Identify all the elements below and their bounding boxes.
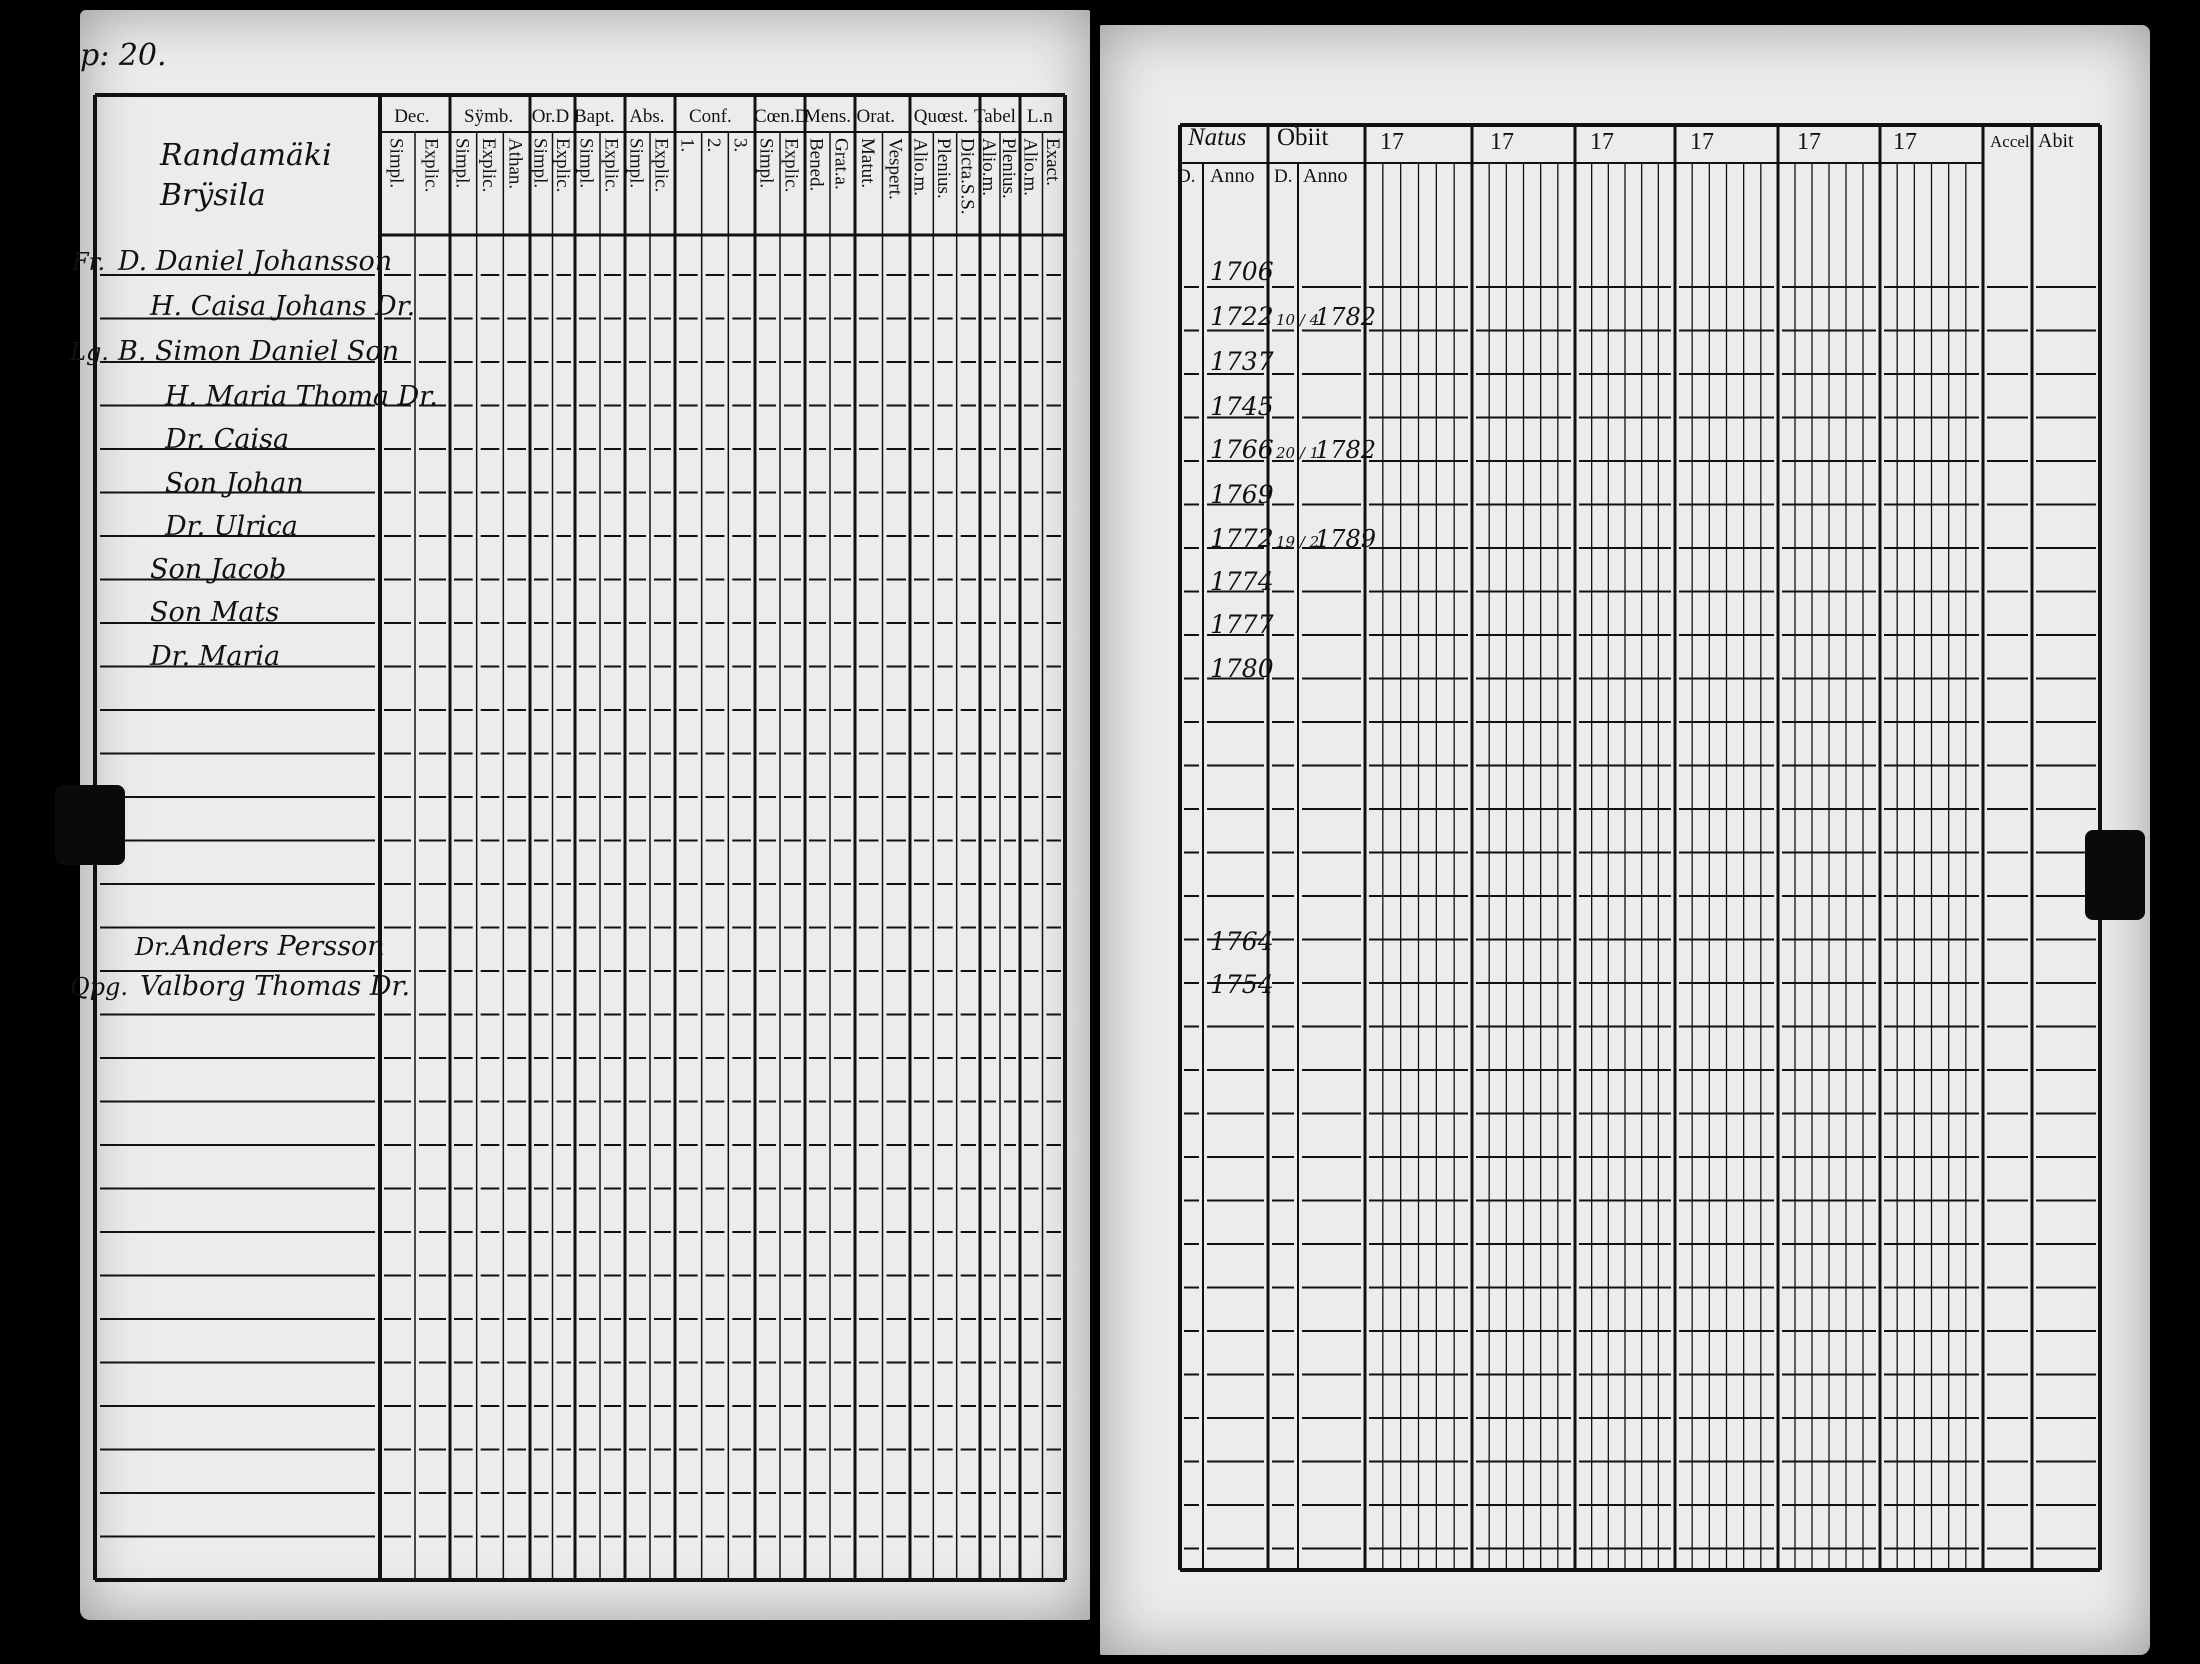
servant-prefix: Qpg. (70, 973, 129, 1001)
obiit-day-header: D. (1274, 166, 1293, 187)
natus-year-header: Anno (1210, 165, 1255, 187)
year-header-6: 17 (1893, 129, 1917, 155)
member-name: B. Simon Daniel Son (118, 336, 400, 367)
year-header-4: 17 (1690, 129, 1714, 155)
abit-header: Abit (2038, 130, 2074, 152)
sub-column-header: Alio.m. (909, 138, 931, 197)
died-day: 20 / 1 (1276, 444, 1320, 462)
group-header: Cœn.D (754, 106, 809, 127)
member-name: Son Johan (165, 468, 304, 499)
sub-column-header: Matut. (856, 138, 878, 189)
group-header: Or.D (531, 106, 570, 127)
group-header: Tabel (974, 106, 1016, 127)
servants (70, 931, 410, 1002)
sub-column-header: Vespert. (884, 138, 906, 200)
died-year: 1789 (1315, 525, 1377, 553)
member-name: Dr. Caisa (165, 424, 290, 455)
born-year: 1777 (1210, 610, 1274, 639)
sub-column-header: Plenius. (998, 138, 1019, 199)
born-year: 1764 (1210, 927, 1274, 956)
farm-name-2: Brÿsila (160, 178, 266, 213)
sub-column-header: Plenius. (933, 138, 954, 199)
binding-tab-left (55, 785, 125, 865)
natus-day-header: D. (1177, 166, 1196, 187)
born-year: 1766 (1210, 435, 1274, 464)
member-name: Dr. Maria (150, 641, 281, 672)
year-header-2: 17 (1490, 129, 1514, 155)
sub-column-header: Simpl. (385, 138, 407, 189)
born-year: 1769 (1210, 480, 1274, 509)
sub-column-header: Athan. (504, 138, 526, 190)
died-day: 10 / 4 (1276, 311, 1320, 329)
natus-header: Natus (1188, 124, 1247, 151)
sub-column-header: Simpl. (625, 138, 647, 189)
group-header: Quœst. (913, 106, 969, 127)
group-header: Sÿmb. (464, 106, 514, 127)
servant-prefix: Dr. (135, 933, 171, 961)
binding-tab-right (2085, 830, 2145, 920)
sub-column-header: Simpl. (451, 138, 473, 189)
group-header: Mens. (804, 106, 851, 127)
group-header: Orat. (856, 106, 896, 127)
right-register-grid (1100, 25, 2150, 1655)
born-year: 1737 (1210, 347, 1274, 376)
sub-column-header: Explic. (551, 138, 573, 193)
obiit-header: Obiit (1277, 124, 1329, 151)
sub-column-header: 1. (676, 138, 698, 153)
sub-column-header: Simpl. (755, 138, 777, 189)
sub-column-header: Alio.m. (978, 138, 999, 197)
servant-name: Valborg Thomas Dr. (140, 971, 411, 1002)
group-header: Bapt. (574, 106, 615, 127)
died-year: 1782 (1315, 303, 1377, 331)
member-name: H. Caisa Johans Dr. (150, 291, 416, 322)
sub-column-header: Simpl. (575, 138, 597, 189)
sub-column-header: Explic. (650, 138, 672, 193)
year-header-5: 17 (1797, 129, 1821, 155)
sub-column-header: Explic. (600, 138, 622, 193)
birth-death-dates (1210, 257, 1376, 999)
member-name: Dr. Ulrica (165, 511, 298, 542)
group-header: Abs. (629, 106, 665, 127)
sub-column-header: Explic. (420, 138, 442, 193)
sub-column-header: Explic. (780, 138, 802, 193)
sub-column-header: Exact. (1041, 138, 1063, 187)
member-name: H. Maria Thoma Dr. (165, 381, 438, 412)
sub-column-header: Alio.m. (1019, 138, 1041, 197)
page-number: p: 20. (80, 38, 167, 73)
left-register-grid (70, 10, 1090, 1620)
born-year: 1774 (1210, 567, 1274, 596)
member-name: D. Daniel Johansson (118, 246, 393, 277)
sub-column-header: 3. (729, 138, 751, 153)
sub-column-header: Grat.a. (830, 138, 852, 190)
right-page (1100, 25, 2150, 1655)
household-members (69, 246, 438, 672)
born-year: 1772 (1210, 524, 1274, 553)
group-header: Dec. (394, 106, 430, 127)
died-year: 1782 (1315, 436, 1377, 464)
farm-name: Randamäki (160, 138, 332, 173)
member-name: Son Mats (150, 597, 280, 628)
year-header-3: 17 (1590, 129, 1614, 155)
died-day: 19 / 2 (1276, 533, 1320, 551)
right-grid-lines (1180, 125, 2100, 1570)
sub-column-header: Simpl. (529, 138, 551, 189)
sub-column-header: Bened. (805, 138, 827, 192)
born-year: 1780 (1210, 654, 1274, 683)
sub-column-header: Explic. (478, 138, 499, 193)
accel-header: Accel (1990, 132, 2030, 151)
member-prefix: Fr. (72, 248, 106, 276)
born-year: 1722 (1210, 302, 1274, 331)
sub-column-header: Dicta.S.S. (956, 138, 978, 215)
left-column-headers (386, 106, 1063, 215)
born-year: 1754 (1210, 970, 1274, 999)
year-header-1: 17 (1380, 129, 1404, 155)
group-header: L.n (1026, 106, 1053, 127)
group-header: Conf. (689, 106, 732, 127)
obiit-year-header: Anno (1303, 165, 1348, 187)
servant-name: Anders Persson (172, 931, 385, 962)
born-year: 1745 (1210, 392, 1274, 421)
sub-column-header: 2. (703, 138, 724, 153)
left-page (70, 10, 1090, 1620)
member-name: Son Jacob (150, 554, 287, 585)
born-year: 1706 (1210, 257, 1274, 286)
member-prefix: Lg. (70, 338, 109, 366)
